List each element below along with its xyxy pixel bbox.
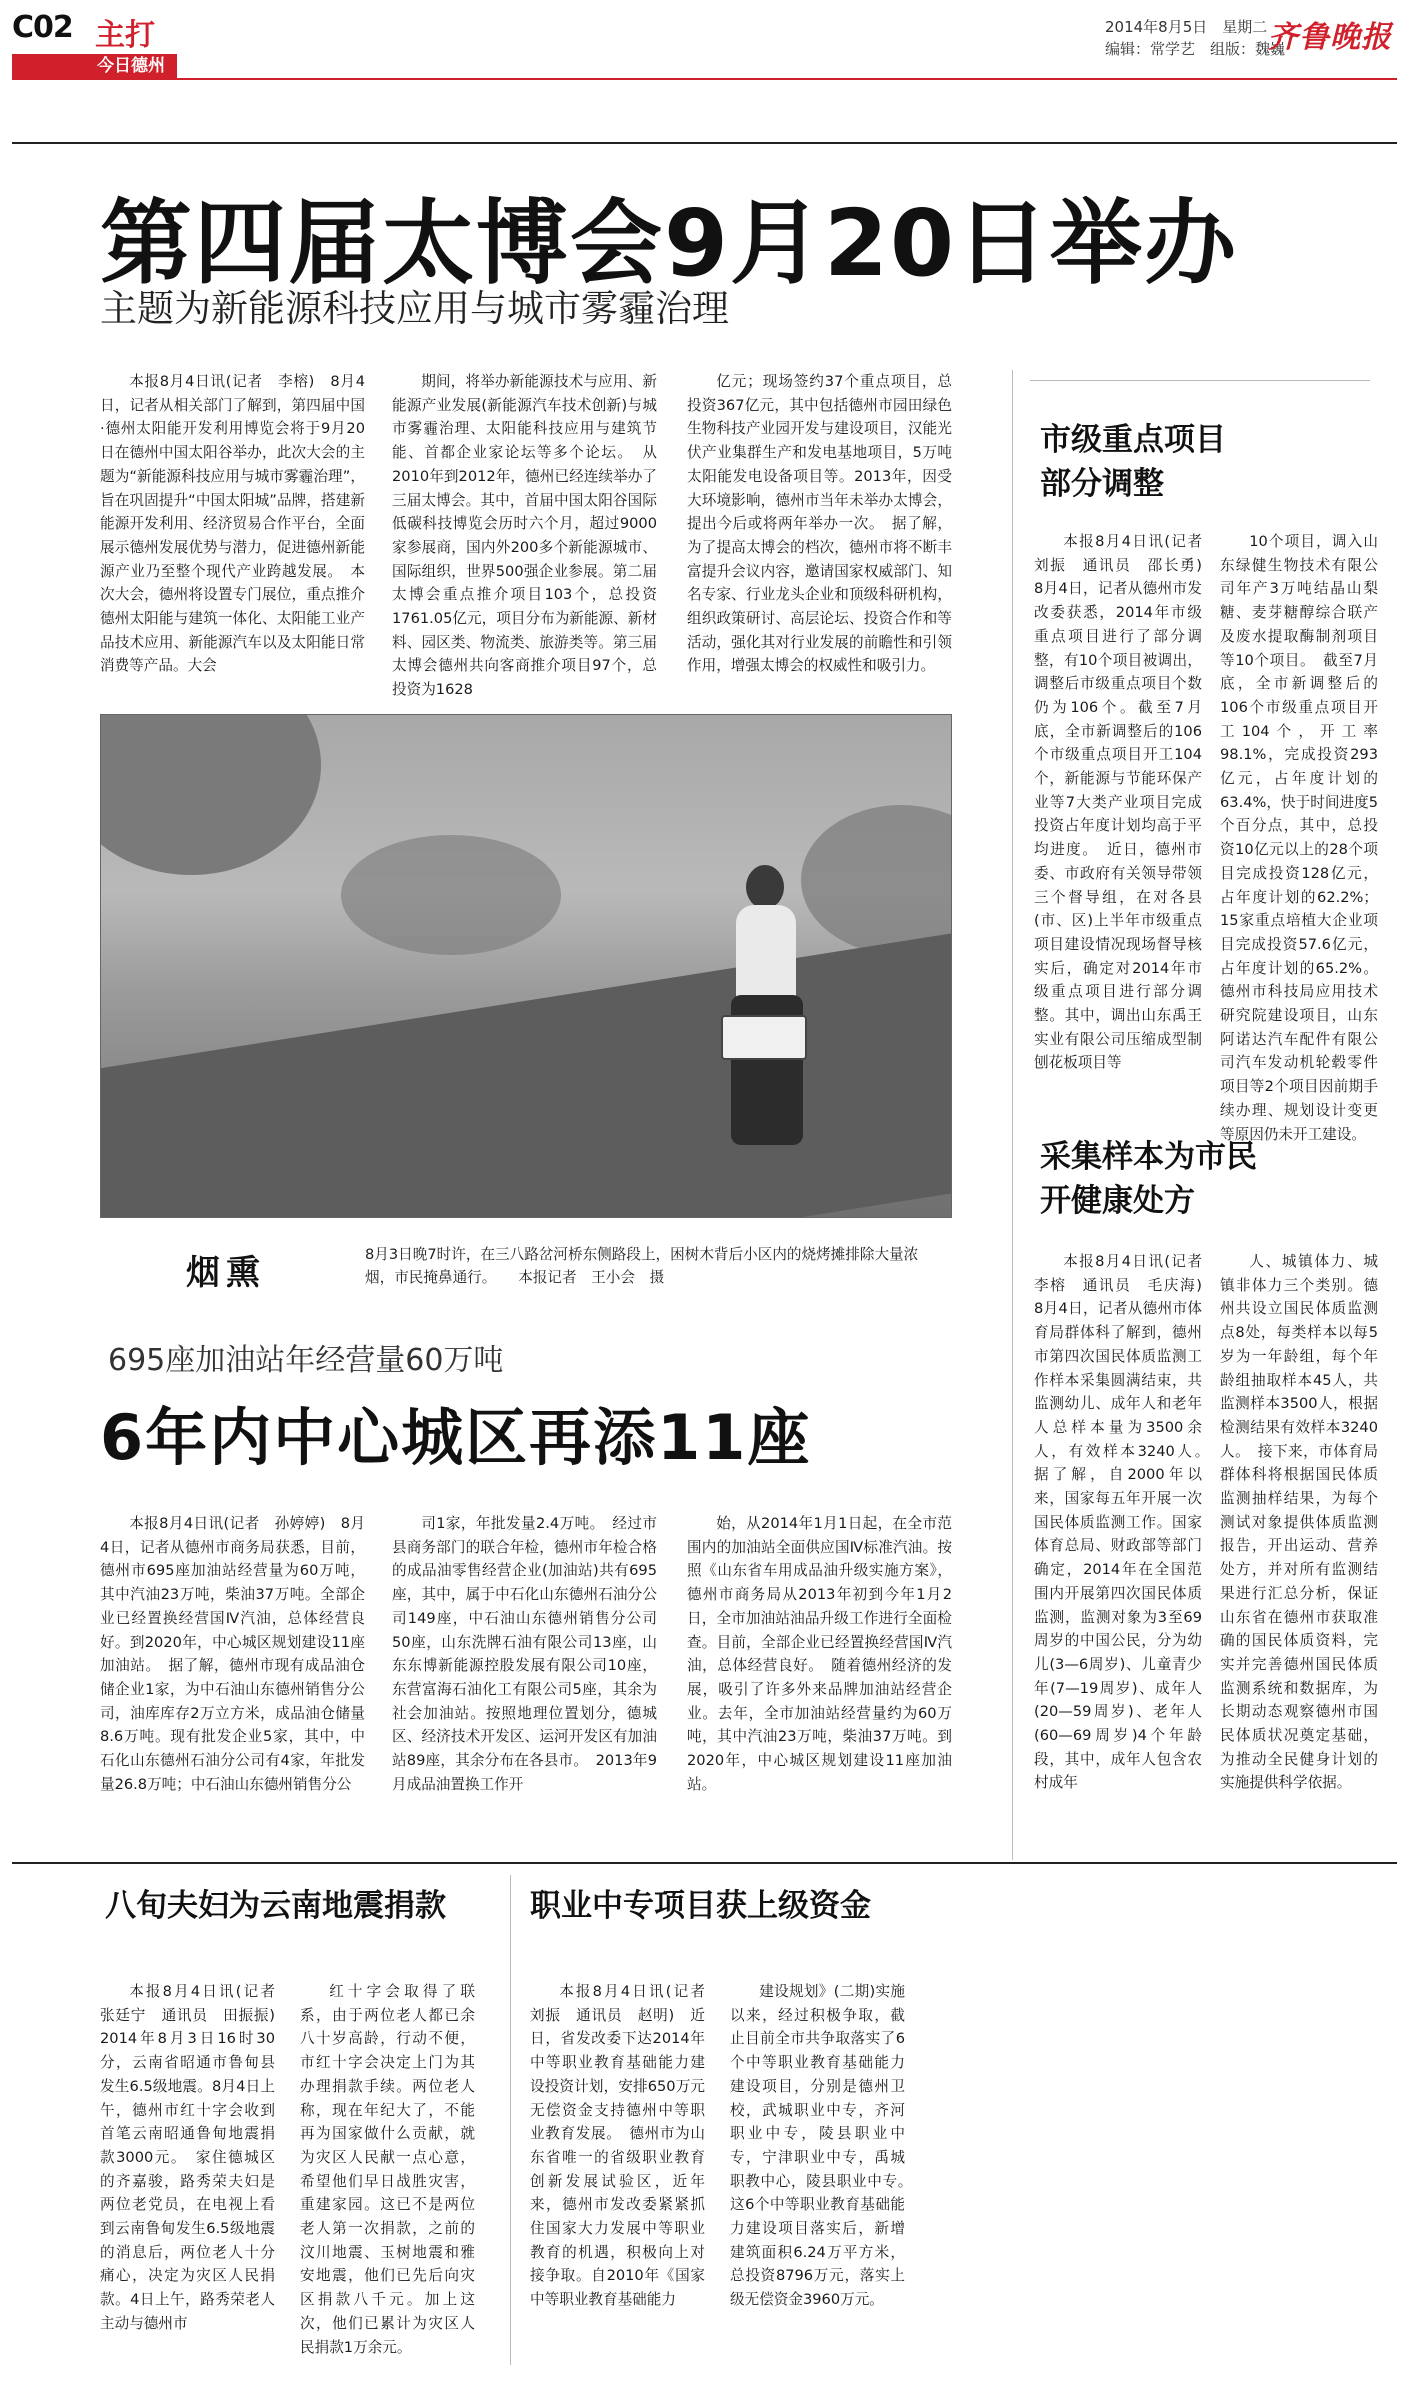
article3-column-1: 本报8月4日讯(记者 张廷宁 通讯员 田振振) 2014年8月3日16时30分，云南省昭通市鲁甸县发生6.5级地震。8月4日上午，德州市红十字会收到首笔云南昭通鲁甸地震捐款3000元。 家住德城区的齐嘉骏，路秀荣夫妇是两位老党员，在电视上看到云南鲁甸发生6.5级地震的消息后，两位老人十分痛心，决定为灾区人民捐款。4日上午，路秀荣老人主动与德州市 bbox=[100, 1983, 290, 2332]
background-tree bbox=[341, 835, 561, 955]
article2-headline: 6年内中心城区再添11座 bbox=[100, 1401, 812, 1474]
article2-subheadline: 695座加油站年经营量60万吨 bbox=[108, 1343, 504, 1378]
photo-caption-title: 烟熏 bbox=[186, 1253, 266, 1293]
page-number: C02 bbox=[12, 10, 73, 45]
article3-headline: 八旬夫妇为云南地震捐款 bbox=[105, 1888, 446, 1924]
background-tree bbox=[100, 714, 321, 875]
lead-column-1: 本报8月4日讯(记者 李榕) 8月4日，记者从相关部门了解到，第四届中国·德州太阳能开发利用博览会将于9月20日在德州中国太阳谷举办，此次大会的主题为“新能源科技应用与城市雾霾治理”，旨在巩固提升“中国太阳城”品牌，搭建新能源开发利用、经济贸易合作平台，全面展示德州发展优势与潜力，促进德州新能源产业乃至整个现代产业跨越发展。 本次大会，德州将设置专门展位，重点推介德州太阳能与建筑一体化、太阳能工业产品技术应用、新能源汽车以及太阳能日常消费等产品。大会 bbox=[100, 373, 365, 675]
lead-column-3: 亿元；现场签约37个重点项目，总投资367亿元，其中包括德州市园田绿色生物科技产业园开发与建设项目，汉能光伏产业集群生产和发电基地项目，5万吨太阳能发电设备项目等。2013年，因受大环境影响，德州市当年未举办太博会，提出今后或将两年举办一次。 据了解，为了提高太博会的档次，德州市将不断丰富提升会议内容，邀请国家权威部门、知名专家、行业龙头企业和顶级科研机构，组织政策研讨、高层论坛、投资合作和等活动，强化其对行业发展的前瞻性和引领作用，增强太博会的权威性和吸引力。 bbox=[687, 373, 952, 675]
editor-credit: 编辑：常学艺 组版：魏巍 bbox=[1105, 40, 1286, 58]
bottom-section-rule bbox=[12, 1862, 1397, 1864]
cyclist-figure bbox=[706, 865, 826, 1165]
side2-column-2: 人、城镇体力、城镇非体力三个类别。德州共设立国民体质监测点8处，每类样本以每5岁为一年龄组，每个年龄组抽取样本45人，共监测样本3500人，根据检测结果有效样本3240人。 接下来，市体育局群体科将根据国民体质监测抽样结果，为每个测试对象提供体质监测报告，开出运动、营养处方，并对所有监测结果进行汇总分析，保证山东省在德州市获取准确的国民体质资料，完实并完善德州国民体质监测系统和数据库，为长期动态观察德州市国民体质状况奠定基础，为推动全民健身计划的实施提供科学依据。 bbox=[1220, 1253, 1378, 1792]
header-rule bbox=[12, 78, 1397, 80]
lead-subheadline: 主题为新能源科技应用与城市雾霾治理 bbox=[100, 287, 729, 330]
right-column-divider bbox=[1012, 370, 1013, 1860]
side1-column-2: 10个项目，调入山东绿健生物技术有限公司年产3万吨结晶山梨糖、麦芽糖醇综合联产及废水提取酶制剂项目等10个项目。 截至7月底，全市新调整后的106个市级重点项目开工104个，开工率98.1%，完成投资293亿元，占年度计划的63.4%，快于时间进度5个百分点，其中，总投资10亿元以上的28个项目完成投资128亿元，占年度计划的62.2%；15家重点培植大企业项目完成投资57.6亿元，占年度计划的65.2%。德州市科技局应用技术研究院建设项目，山东阿诺达汽车配件有限公司汽车发动机轮毂零件项目等2个项目因前期手续办理、规划设计变更等原因仍未开工建设。 bbox=[1220, 533, 1378, 1143]
section-title: 主打 bbox=[95, 18, 155, 53]
newspaper-logo: 齐鲁晚报 bbox=[1268, 20, 1392, 55]
article2-column-2: 司1家，年批发量2.4万吨。 经过市县商务部门的联合年检，德州市年检合格的成品油零售经营企业(加油站)共有695座，其中，属于中石化山东德州石油分公司149座，中石油山东德州销售分公司50座，山东洗牌石油有限公司13座，山东东博新能源控股发展有限公司10座，东营富海石油化工有限公司5座，其余为社会加油站。按照地理位置划分，德城区、经济技术开发区、运河开发区有加油站89座，其余分布在各县市。 2013年9月成品油置换工作开 bbox=[392, 1515, 657, 1793]
side1-headline: 市级重点项目部分调整 bbox=[1040, 422, 1226, 502]
side2-headline: 采集样本为市民开健康处方 bbox=[1040, 1139, 1257, 1219]
article4-headline: 职业中专项目获上级资金 bbox=[530, 1888, 871, 1924]
top-divider bbox=[12, 142, 1397, 144]
bottom-column-divider bbox=[510, 1875, 511, 2365]
article2-column-3: 始，从2014年1月1日起，在全市范围内的加油站全面供应国Ⅳ标准汽油。按照《山东省车用成品油升级实施方案》，德州市商务局从2013年初到今年1月2日，全市加油站油品升级工作进行全面检查。目前，全部企业已经置换经营国Ⅳ汽油，总体经营良好。 随着德州经济的发展，吸引了许多外来品牌加油站经营企业。去年，全市加油站经营量约为60万吨，其中汽油23万吨，柴油37万吨。到2020年，中心城区规划建设11座加油站。 bbox=[687, 1515, 952, 1793]
article2-column-1: 本报8月4日讯(记者 孙婷婷) 8月4日，记者从德州市商务局获悉，目前，德州市695座加油站经营量为60万吨，其中汽油23万吨，柴油37万吨。全部企业已经置换经营国Ⅳ汽油，总体经营良好。到2020年，中心城区规划建设11座加油站。 据了解，德州市现有成品油仓储企业1家，为中石油山东德州销售分公司，油库库存2万立方米，成品油仓储量8.6万吨。现有批发企业5家，其中，中石化山东德州石油分公司有4家，年批发量26.8万吨；中石油山东德州销售分公 bbox=[100, 1515, 365, 1793]
news-photo bbox=[100, 714, 952, 1218]
lead-column-2: 期间，将举办新能源技术与应用、新能源产业发展(新能源汽车技术创新)与城市雾霾治理、太阳能科技应用与建筑节能、首都企业家论坛等多个论坛。 从2010年到2012年，德州已经连续举办了三届太博会。其中，首届中国太阳谷国际低碳科技博览会历时六个月，超过9000家参展商，国内外200多个新能源城市、国际组织，世界500强企业参展。第二届太博会重点推介项目103个，总投资1761.05亿元，项目分布为新能源、新材料、园区类、物流类、旅游类等。第三届太博会德州共向客商推介项目97个，总投资为1628 bbox=[392, 373, 657, 699]
article3-column-2: 红十字会取得了联系，由于两位老人都已余八十岁高龄，行动不便，市红十字会决定上门为其办理捐款手续。两位老人称，现在年纪大了，不能再为国家做什么贡献，就为灾区人民献一点心意，希望他们早日战胜灾害，重建家园。这已不是两位老人第一次捐款，之前的汶川地震、玉树地震和雅安地震，他们已先后向灾区捐款八千元。加上这次，他们已累计为灾区人民捐款1万余元。 bbox=[300, 1983, 475, 2356]
article4-column-1: 本报8月4日讯(记者 刘振 通讯员 赵明) 近日，省发改委下达2014年中等职业教育基础能力建设投资计划，安排650万元无偿资金支持德州中等职业教育发展。 德州市为山东省唯一的省级职业教育创新发展试验区，近年来，德州市发改委紧紧抓住国家大力发展中等职业教育的机遇，积极向上对接争取。自2010年《国家中等职业教育基础能力 bbox=[530, 1983, 720, 2309]
side1-top-rule bbox=[1030, 380, 1370, 381]
issue-date: 2014年8月5日 星期二 bbox=[1105, 18, 1268, 36]
side1-column-1: 本报8月4日讯(记者 刘振 通讯员 邵长勇) 8月4日，记者从德州市发改委获悉，2014年市级重点项目进行了部分调整，有10个项目被调出，调整后市级重点项目个数仍为106个。截至7月底，全市新调整后的106个市级重点项目开工104个，新能源与节能环保产业等7大类产业项目完成投资占年度计划均高于平均进度。 近日，德州市委、市政府有关领导带领三个督导组，在对各县(市、区)上半年市级重点项目建设情况现场督导核实后，确定对2014年市级重点项目进行部分调整。其中，调出山东禹王实业有限公司压缩成型制刨花板项目等 bbox=[1034, 533, 1217, 1072]
subsection-label: 今日德州 bbox=[12, 54, 177, 78]
side2-column-1: 本报8月4日讯(记者 李榕 通讯员 毛庆海) 8月4日，记者从德州市体育局群体科了解到，德州市第四次国民体质监测工作样本采集圆满结束，共监测幼儿、成年人和老年人总样本量为3500余人，有效样本3240人。 据了解，自2000年以来，国家每五年开展一次国民体质监测工作。国家体育总局、财政部等部门确定，2014年在全国范围内开展第四次国民体质监测，监测对象为3至69周岁的中国公民，分为幼儿(3—6周岁)、儿童青少年(7—19周岁)、成年人(20—59周岁)、老年人(60—69周岁)4个年龄段，其中，成年人包含农村成年 bbox=[1034, 1253, 1217, 1792]
lead-headline: 第四届太博会9月20日举办 bbox=[100, 190, 1239, 297]
photo-caption-text: 8月3日晚7时许，在三八路岔河桥东侧路段上，困树木背后小区内的烧烤摊排除大量浓烟，市民掩鼻通行。 本报记者 王小会 摄 bbox=[365, 1246, 919, 1286]
article4-column-2: 建设规划》(二期)实施以来，经过积极争取，截止目前全市共争取落实了6个中等职业教育基础能力建设项目，分别是德州卫校，武城职业中专，齐河职业中专，陵县职业中专，宁津职业中专，禹城职教中心，陵县职业中专。 这6个中等职业教育基础能力建设项目落实后，新增建筑面积6.24万平方米，总投资8796万元，落实上级无偿资金3960万元。 bbox=[730, 1983, 920, 2309]
